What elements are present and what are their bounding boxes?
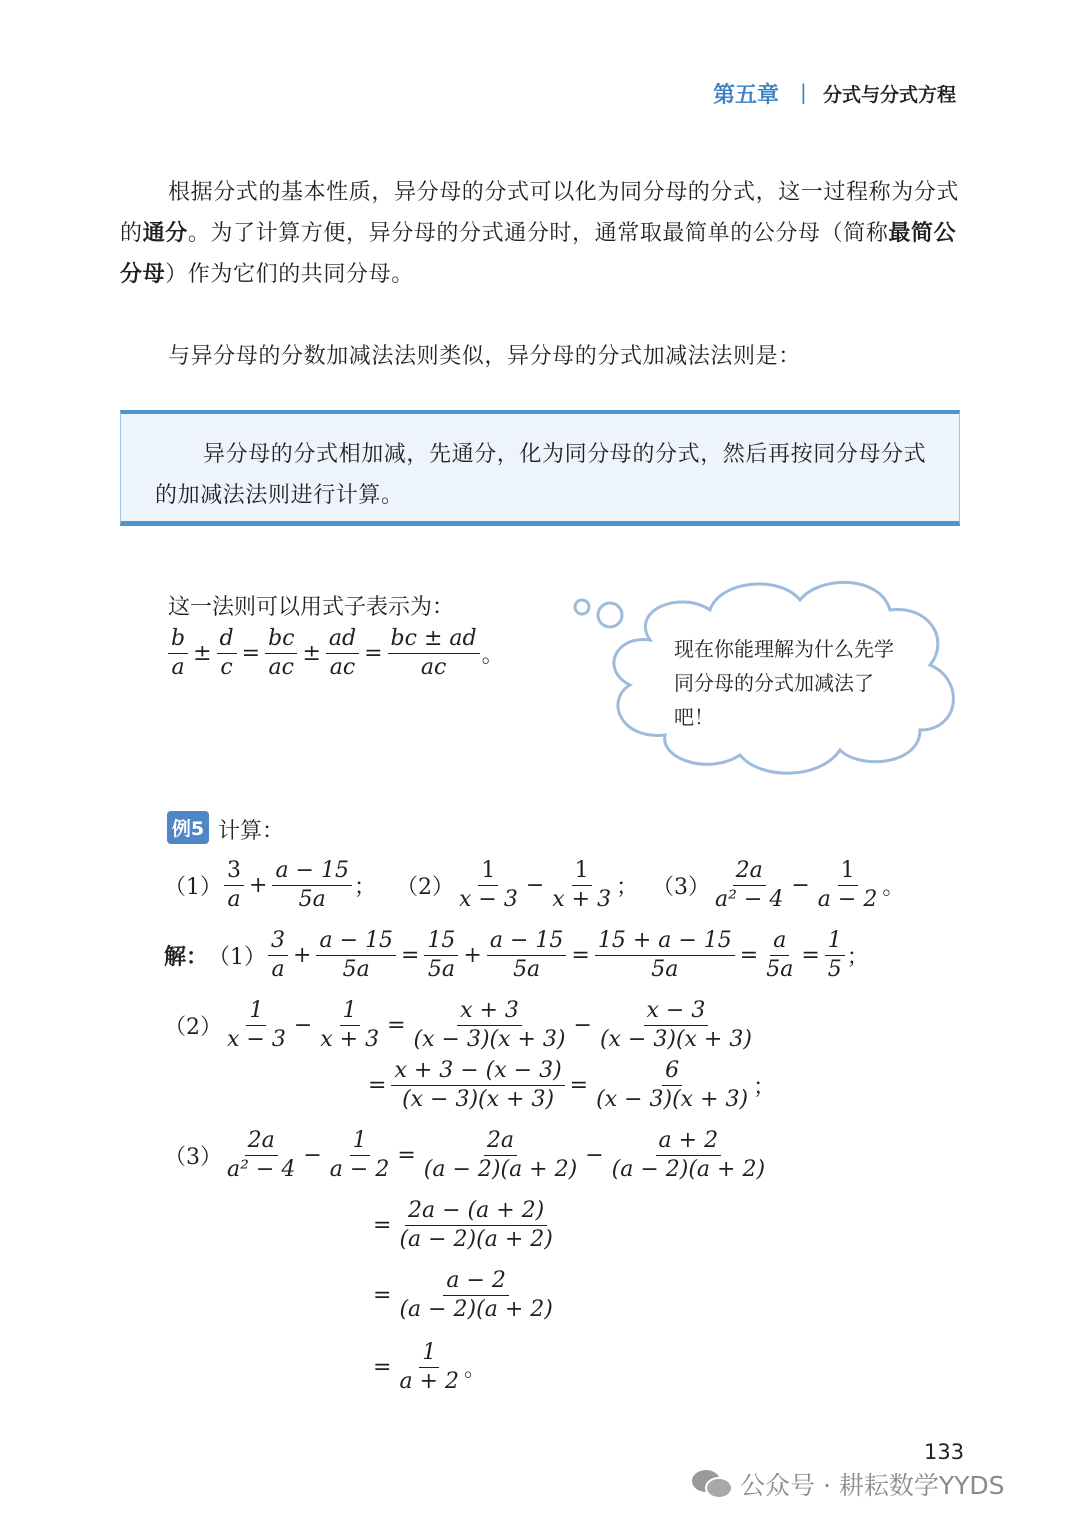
denominator: (x − 3)(x + 3): [413, 1027, 566, 1052]
watermark-text: 公众号 · 耕耘数学YYDS: [740, 1471, 1005, 1500]
fraction: [391, 1058, 564, 1113]
fraction: [396, 1198, 555, 1253]
numerator: 1: [350, 1128, 370, 1156]
fraction: $\frac{d}{c}$: [217, 626, 237, 681]
fraction: $\frac{3}{a}$: [224, 858, 244, 913]
denominator: a² − 4: [227, 1157, 296, 1182]
operator: =: [373, 1355, 392, 1380]
fraction: $\frac{bc}{ac}$: [265, 626, 297, 681]
operator: =: [373, 1213, 392, 1238]
para-text: 与异分母的分数加减法法则类似，异分母的分式加减法法则是：: [168, 344, 801, 369]
operator: −: [303, 1143, 322, 1168]
operator: =: [801, 943, 820, 968]
fraction: [317, 998, 382, 1053]
fraction: [224, 998, 289, 1053]
denominator: (a − 2)(a + 2): [399, 1227, 553, 1252]
term-lcd: 最简公分母: [120, 221, 957, 287]
fraction: [421, 1128, 580, 1183]
header-separator: |: [800, 80, 807, 104]
numerator: 2a: [484, 1128, 517, 1156]
operator: =: [739, 943, 759, 968]
operator: =: [241, 641, 261, 666]
example-badge: 例5: [167, 811, 209, 844]
numerator: x − 3: [644, 998, 709, 1026]
denominator: (a − 2)(a + 2): [399, 1297, 553, 1322]
rule-content: 异分母的分式相加减，先通分，化为同分母的分式，然后再按同分母分式的加减法法则进行计算。: [155, 442, 927, 508]
operator: =: [397, 1143, 416, 1168]
fraction: $\frac{b}{a}$: [168, 626, 188, 681]
operator: −: [585, 1143, 604, 1168]
operator: ±: [302, 641, 321, 666]
fraction: $\frac{bc \pm ad}{ac}$: [388, 626, 480, 681]
fraction: [268, 928, 288, 983]
problem-2: （2） $\frac{1}{x - 3}$ − $\frac{1}{x + 3}$ ；: [396, 858, 639, 912]
page-number: 133: [924, 1440, 965, 1464]
numerator: 6: [662, 1058, 682, 1086]
solution-1: 解： （1） $\frac{3}{a}$ + $\frac{a - 15}{5a}$ = $\frac{15}{5a}$ + $\frac{a - 15}{5a}$ = $\frac{15 + a - 15}{5a}$ = $\frac{a}{5a}$ = $\frac{1}{5}$ ；: [164, 928, 869, 982]
operator: +: [293, 943, 312, 968]
fraction: [487, 928, 567, 983]
period: 。: [481, 643, 504, 668]
denominator: (a − 2)(a + 2): [611, 1157, 766, 1182]
problem-3: （3） $\frac{2a}{\text{a² − 4}}$ − $\frac{1}{a - 2}$ 。: [652, 858, 905, 912]
numerator: a − 15: [316, 928, 396, 956]
para-text: 。为了计算方便，异分母的分式通分时，通常取最简单的公分母（简称: [187, 221, 889, 246]
rule-box: [120, 410, 960, 526]
operator: =: [387, 1013, 406, 1038]
wechat-icon: [690, 1467, 734, 1501]
problem-1: （1） $\frac{3}{a}$ + $\frac{a - 15}{5a}$ ；: [164, 858, 376, 912]
watermark: [690, 1466, 1005, 1502]
operator: =: [368, 1073, 387, 1098]
numerator: a − 15: [487, 928, 567, 956]
solution-3-line-4: = $\frac{1}{a + 2}$ 。: [373, 1340, 486, 1394]
term-tongfen: 通分: [142, 221, 188, 246]
numerator: 1: [825, 928, 845, 956]
fraction: [609, 1128, 768, 1183]
denominator: 5a: [427, 957, 455, 982]
numerator: 2a: [245, 1128, 278, 1156]
fraction: [593, 1058, 751, 1113]
numerator: 1: [246, 998, 266, 1026]
numerator: 2a − (a + 2): [405, 1198, 547, 1226]
operator: −: [573, 1013, 592, 1038]
fraction: $\frac{a - 15}{5a}$: [272, 858, 352, 913]
fraction: $\frac{1}{x + 3}$: [552, 858, 612, 912]
fraction: $\frac{ad}{ac}$: [326, 626, 359, 681]
numerator: a − 2: [443, 1268, 509, 1296]
denominator: a: [271, 957, 285, 982]
denominator: 5a: [651, 957, 679, 982]
fraction: [411, 998, 569, 1053]
numerator: 3: [268, 928, 288, 956]
denominator: 5a: [513, 957, 541, 982]
operator: =: [364, 641, 383, 666]
general-formula: [166, 626, 504, 681]
denominator: a + 2: [399, 1369, 459, 1394]
solution-label: 解：: [164, 945, 209, 970]
numerator: 1: [340, 998, 360, 1026]
operator: +: [463, 943, 482, 968]
fraction: [396, 1268, 555, 1323]
denominator: 5: [827, 957, 842, 982]
operator: ±: [193, 641, 212, 666]
operator: =: [569, 1073, 589, 1098]
denominator: (x − 3)(x + 3): [596, 1087, 749, 1112]
numerator: x + 3 − (x − 3): [391, 1058, 564, 1086]
denominator: (x − 3)(x + 3): [402, 1087, 555, 1112]
fraction: [597, 998, 755, 1053]
operator: =: [373, 1283, 392, 1308]
fraction: $\frac{1}{x - 3}$: [459, 858, 518, 912]
paragraph-rule-intro: [120, 336, 970, 377]
fraction: $\frac{2a}{\text{a² − 4}}$: [715, 858, 784, 912]
fraction: $\frac{1}{a - 2}$: [817, 858, 878, 912]
paragraph-common-denominator: [120, 172, 970, 295]
fraction: [396, 1340, 462, 1395]
denominator: (x − 3)(x + 3): [599, 1027, 752, 1052]
denominator: (a − 2)(a + 2): [423, 1157, 578, 1182]
cloud-text: 现在你能理解为什么先学同分母的分式加减法了吧！: [674, 637, 894, 729]
fraction: [316, 928, 396, 983]
fraction: [424, 928, 458, 983]
solution-2-line-1: （2） $\frac{1}{x - 3}$ − $\frac{1}{x + 3}$ = $\frac{x + 3}{(x - 3)(x + 3)}$ − $\frac{x - 3}{(x - 3)(x + 3)}$: [164, 998, 757, 1053]
solution-3-line-1: （3） $\frac{2a}{\text{a² − 4}}$ − $\frac{1}{a - 2}$ = $\frac{2a}{(a - 2)(a + 2)}$ − $\frac{a + 2}{(a - 2)(a + 2)}$: [164, 1128, 770, 1183]
numerator: 1: [419, 1340, 439, 1368]
denominator: x − 3: [227, 1027, 286, 1052]
operator: =: [571, 943, 590, 968]
numerator: 15: [424, 928, 458, 956]
operator: =: [400, 943, 420, 968]
fraction: [224, 1128, 298, 1183]
numerator: a + 2: [656, 1128, 722, 1156]
denominator: x + 3: [320, 1027, 380, 1052]
formula-intro: 这一法则可以用式子表示为：: [168, 595, 455, 620]
solution-2-line-2: = $\frac{x + 3 - (x - 3)}{(x - 3)(x + 3)}$ = $\frac{6}{(x - 3)(x + 3)}$ ；: [368, 1058, 776, 1112]
solution-3-line-2: [370, 1198, 558, 1253]
example-title: 计算：: [218, 819, 285, 844]
solution-3-line-3: [370, 1268, 558, 1323]
fraction: [595, 928, 735, 983]
operator: −: [293, 1013, 313, 1038]
fraction: [763, 928, 796, 983]
fraction: [327, 1128, 393, 1183]
numerator: x + 3: [457, 998, 522, 1026]
chapter-title: 分式与分式方程: [823, 84, 957, 106]
para-text: 根据分式的基本性质，异分母的分式可以化为同分母的分式，这一过程称为分式的: [120, 180, 960, 246]
denominator: 5a: [766, 957, 794, 982]
rule-text: [155, 434, 945, 516]
para-text: ）作为它们的共同分母。: [165, 262, 414, 287]
numerator: a: [770, 928, 789, 956]
numerator: 15 + a − 15: [595, 928, 735, 956]
denominator: 5a: [342, 957, 370, 982]
fraction: [825, 928, 845, 983]
denominator: a − 2: [329, 1157, 390, 1182]
chapter-label: 第五章: [713, 83, 780, 108]
